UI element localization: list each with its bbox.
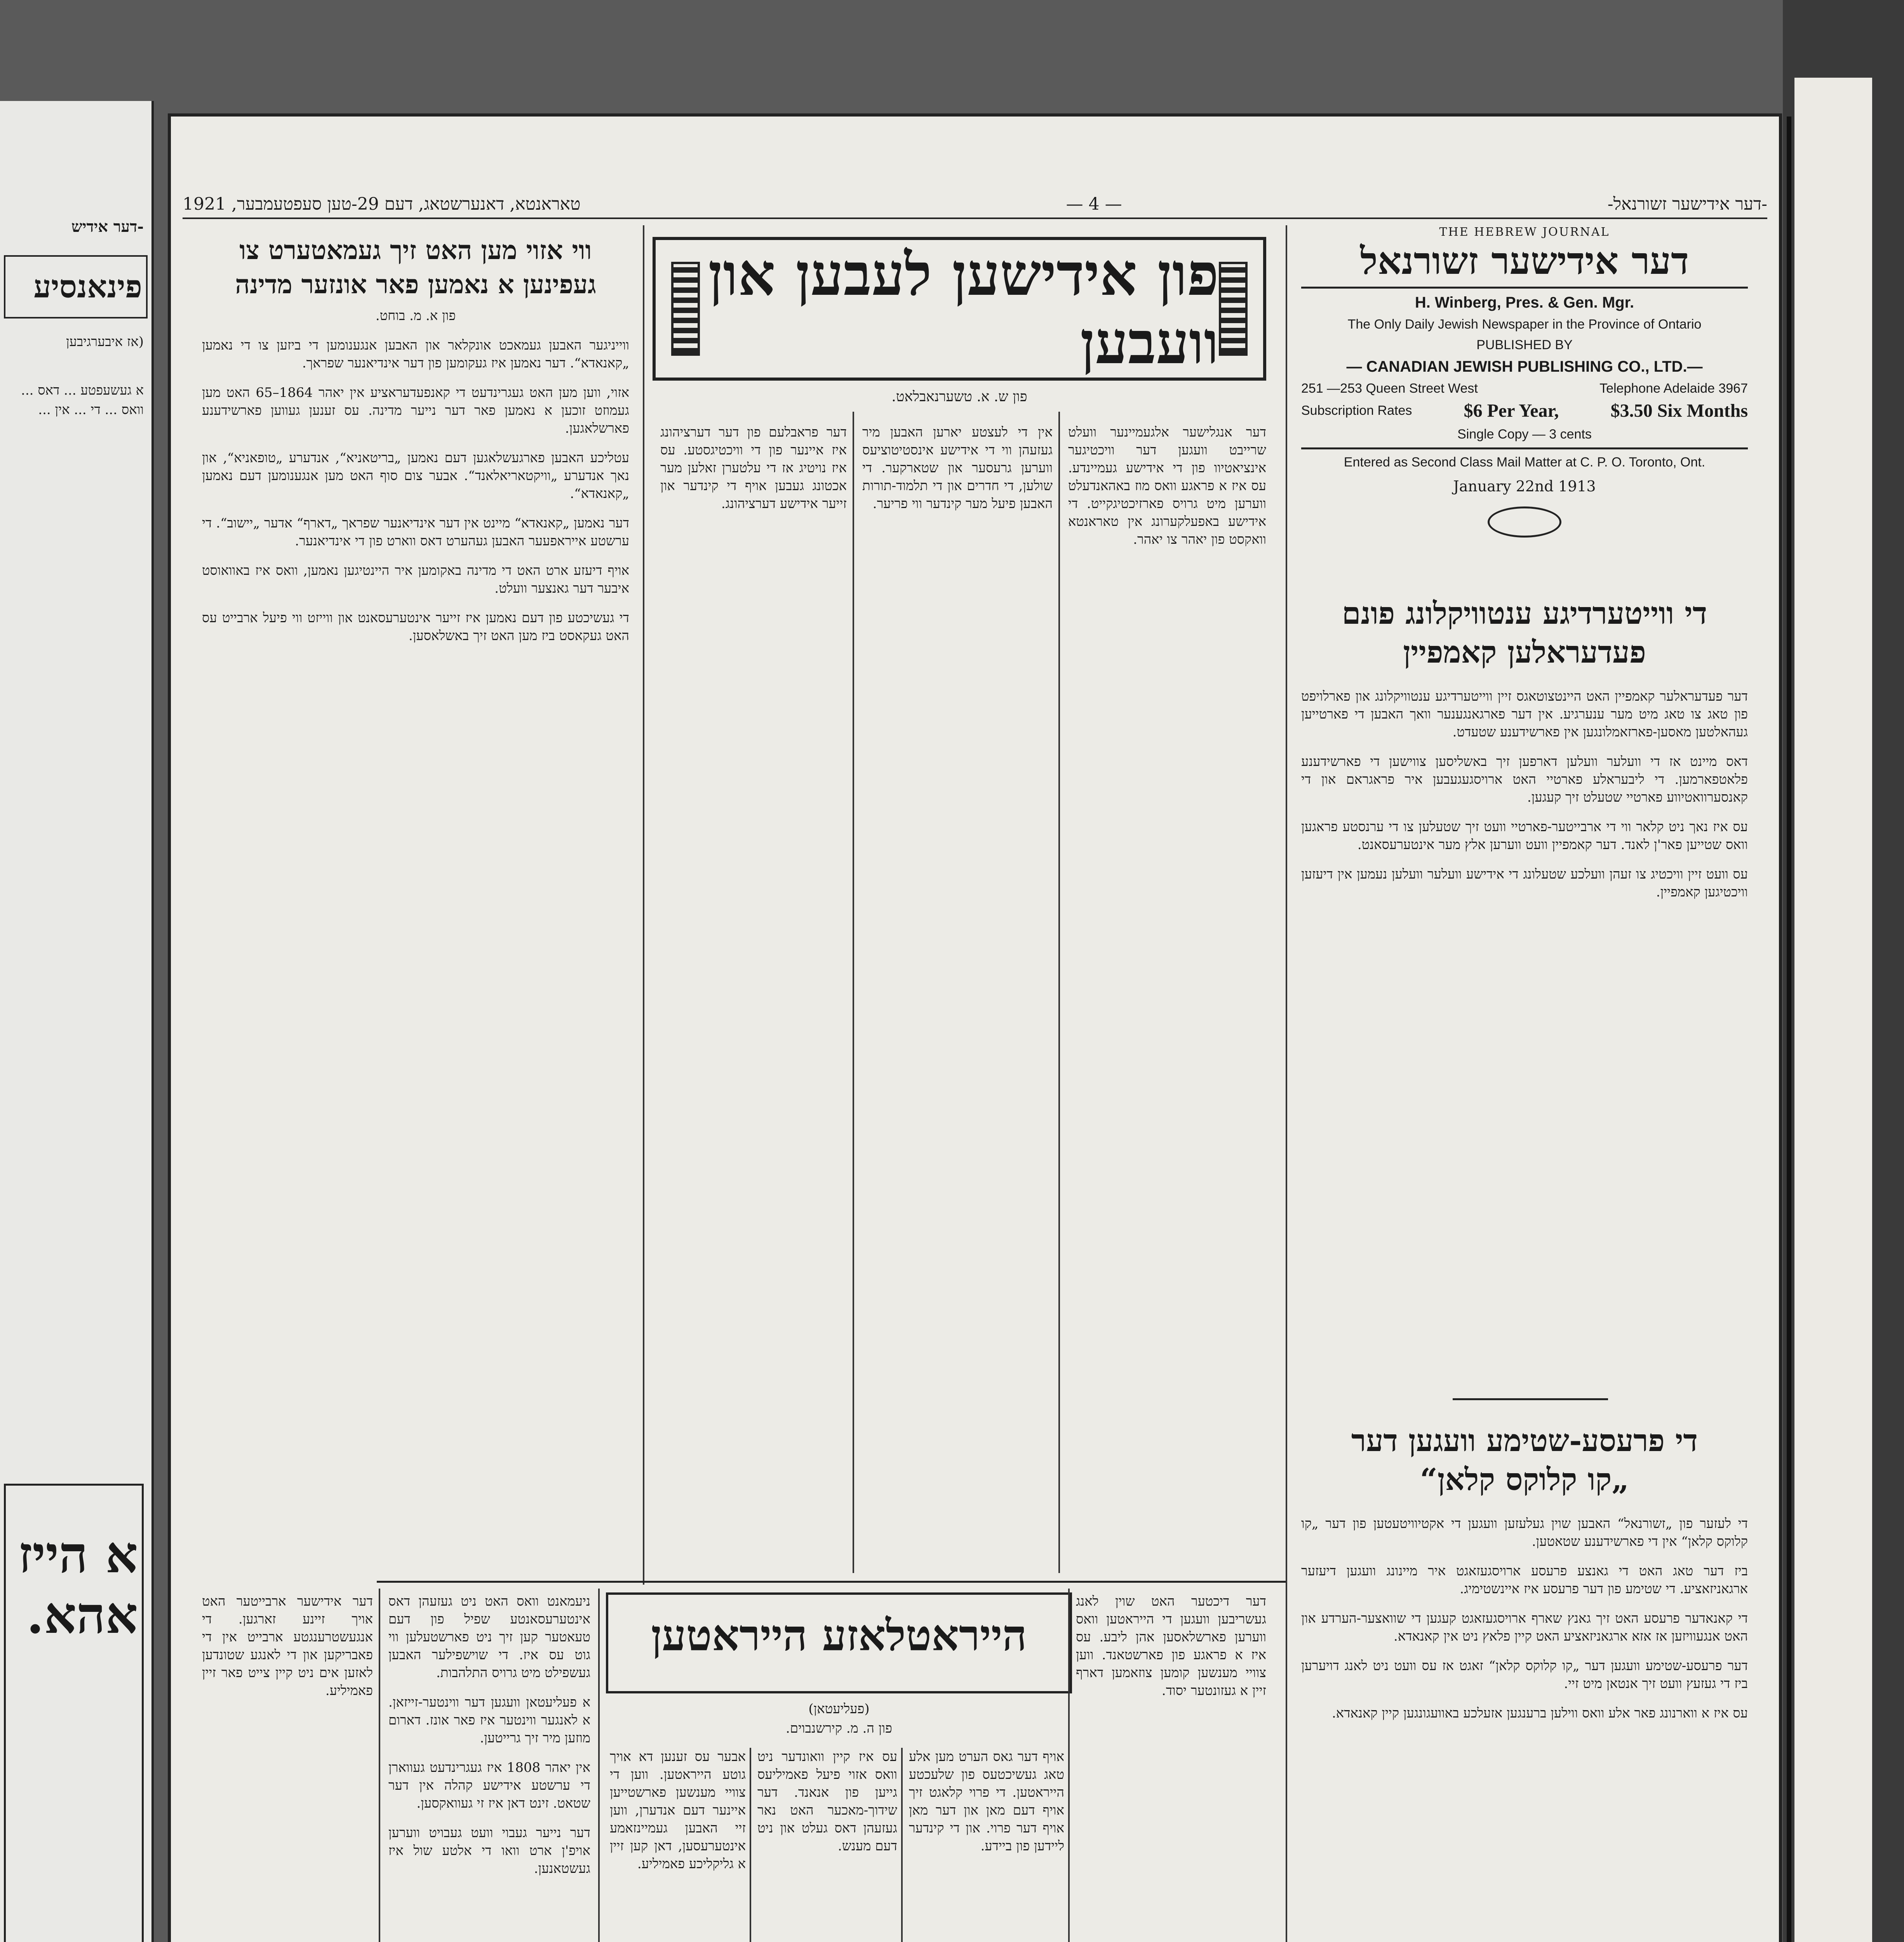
banner-byline: פון ש. א. טשערנאבלאט. xyxy=(891,389,1027,405)
article-federal-campaign xyxy=(1301,594,1748,1379)
union-label-icon xyxy=(1488,506,1561,538)
headline-line: „קו קלוקס קלאן“ xyxy=(1420,1462,1629,1497)
article-paragraph: ניעמאנט וואס האט ניט געזעהן דאס אינטערעסאנטע שפיל פון דעם טעאטער קען זיך ניט פארשטעלען ווי גוט עס איז. די שוישפילער האבען געשפילט מיט גרויס התלהבות. xyxy=(388,1594,590,1681)
masthead-tagline: The Only Daily Jewish Newspaper in the Province of Ontario xyxy=(1347,317,1702,332)
adjacent-page-title: פינאנסיע xyxy=(4,255,148,318)
column-lower-left: דער אידישער ארבייטער האט אויך זיינע זארגען. די אנגעשטרענגטע ארבייט אין די פאבריקען און די לאנגע שטונדען לאזען אים ניט קיין צייט פאר זיין פאמיליע. xyxy=(202,1594,373,1698)
headline-line: געפינען א נאמען פאר אונזער מדינה xyxy=(235,269,596,299)
masthead-yiddish-title: דער אידישער זשורנאל xyxy=(1301,239,1748,289)
running-head-right: -דער אידישער זשורנאל- xyxy=(1607,194,1767,214)
article-paragraph: די קאנאדער פרעסע האט זיך גאנץ שארף ארויסגעזאגט קעגען די שוואצער-הערדע און האט אנגעוויזען אז אזא ארגאניזאציע האט קיין פלאץ ניט אין קאנאדא. xyxy=(1301,1611,1748,1644)
article-paragraph: ביז דער טאג האט די גאנצע פרעסע ארויסגעזאגט איר מיינונג וועגען דיעזער ארגאניזאציע. די שטימע פון דער פרעסע איז איינשטימיג. xyxy=(1301,1563,1748,1597)
headline-line: פעדעראלען קאמפיין xyxy=(1403,635,1646,670)
masthead-price-row xyxy=(1301,400,1748,421)
adjacent-ad-line: אהא. xyxy=(26,1585,138,1645)
article-paragraph: דאס מיינט אז די וועלער וועלען דארפען זיך באשליסען צווישען די פארשידענע פלאטפארמען. די ליבעראלע פארטיי האט ארויסגעגעבען איר פראגראם און די קאנסערוואטיווע פארטיי שטעלט זיך קעגען. xyxy=(1301,754,1748,805)
feuilleton-byline: פון ה. מ. קירשנבוים. xyxy=(786,1721,892,1736)
section-banner xyxy=(653,237,1266,405)
masthead-english-title: THE HEBREW JOURNAL xyxy=(1439,225,1610,239)
banner-title: פון אידישען לעבען און וועבען xyxy=(708,240,1219,377)
article-paragraph: די לעזער פון „זשורנאל“ האבען שוין געלעזען וועגען די אקטיוויטעטען פון דער „קו קלוקס קלאן“ אין די פארשידענע שטאטען. xyxy=(1301,1516,1748,1549)
article-paragraph: דער פרעסע-שטימע וועגען דער „קו קלוקס קלאן“ זאגט אז עס וועט ניט לאנג דויערען ביז די געזעץ וועט זיך אנטאן מיט זיי. xyxy=(1301,1658,1748,1691)
running-head-date: טאראנטא, דאנערשטאג, דעם 29-טען סעפטעמבער, 1921 xyxy=(183,194,581,214)
masthead-telephone: Telephone Adelaide 3967 xyxy=(1599,381,1748,396)
page-number: — 4 — xyxy=(1066,194,1122,214)
masthead-address-row xyxy=(1301,381,1748,396)
article-paragraph: ווייניגער האבען געמאכט אונקלאר און האבען אנגענומען די ביזען צו די נאמען „קאנאדא“. דער נאמען איז געקומען פון דער אינדיאנער שפראך. xyxy=(202,338,629,371)
article-paragraph: עס איז נאך ניט קלאר ווי די ארבייטער-פארטיי וועט זיך שטעלען צו די ערנסטע פראגען וואס שטייען פאר'ן לאנד. דער קאמפיין וועט ווערען אלץ מער אינטערעסאנט. xyxy=(1301,819,1748,853)
masthead-manager: H. Winberg, Pres. & Gen. Mgr. xyxy=(1415,294,1634,311)
article-kkk-press xyxy=(1301,1422,1748,1942)
article-paragraph: דער נייער געבוי וועט געבויט ווערען אויפ'ן ארט וואו די אלטע שול איז געשטאנען. xyxy=(388,1825,590,1876)
column-mid-2: אין די לעצטע יארען האבען מיר געזעהן ווי די אידישע אינסטיטוציעס ווערען גרעסער און שטארקער. די שולען, די חדרים און די תלמוד-תורות האבען פיעל מער קינדער ווי פריער. xyxy=(862,425,1053,512)
adjacent-page-header: -דער אידיש xyxy=(71,218,144,236)
ornament-icon xyxy=(671,262,700,356)
feuilleton-title-box xyxy=(606,1592,1072,1693)
feuilleton-column: אויף דער גאס הערט מען אלע טאג געשיכטעס פון שלעכטע הייראטען. די פרוי קלאגט זיך אויף דעם מאן און דער מאן אויף דער פרוי. און די קינדער ליידען פון ביידע. xyxy=(909,1749,1064,1854)
article-paragraph: עס איז א ווארנונג פאר אלע וואס ווילען ברענגען אזעלכע באוועגונגען קיין קאנאדא. xyxy=(1332,1705,1748,1721)
masthead-single-copy: Single Copy — 3 cents xyxy=(1457,427,1592,442)
headline-line: די ווייטערדיגע ענטוויקלונג פונם xyxy=(1342,596,1707,631)
headline-line: ווי אזוי מען האט זיך געמאטערט צו xyxy=(239,235,592,265)
feuilleton-column: דער דיכטער האט שוין לאנג געשריבען וועגען די הייראטען וואס ווערען פארשלאסען אהן ליבע. עס איז א פראגע פון פארשטאנד. ווען צוויי מענשען קומען צוזאמען דארף זיין א געזונטער יסוד. xyxy=(1076,1594,1266,1698)
article-headline xyxy=(1301,594,1748,672)
article-paragraph: אין יאהר 1808 איז געגרינדעט געווארן די ערשטע אידישע קהלה אין דער שטאט. זינט דאן איז זי געוואקסען. xyxy=(388,1760,590,1811)
masthead-price-year: $6 Per Year, xyxy=(1464,400,1559,421)
article-byline: פון א. מ. בוחט. xyxy=(375,308,456,324)
article-canada-name xyxy=(202,233,629,1577)
column-mid-1: דער אנגלישער אלגעמיינער וועלט שרייבט וועגען דער וויכטיגער אינציאטיוו פון די אידישע געמיינדע. עס איז א פראגע וואס מוז באהאנדעלט ווערען מיט גרויס פארזיכטיגקייט. די אידישע באפעלקערונג אין טאראנטא וואקסט פון יאהר צו יאהר. xyxy=(1068,425,1266,547)
adjacent-page-edge xyxy=(1794,78,1872,1942)
masthead-address: 251 —253 Queen Street West xyxy=(1301,381,1478,396)
article-paragraph: א פעליעטאן וועגען דער ווינטער-זייזאן. א לאנגער ווינטער איז פאר אונז. דארום מוזען מיר זיך גרייטען. xyxy=(388,1695,590,1746)
feuilleton-column: עס איז קיין וואונדער ניט וואס אזוי פיעל פאמיליעס גייען פון אנאנד. דער שידוך-מאכער האט נאר געזעהן דאס געלט און ניט דעם מענש. xyxy=(757,1749,897,1854)
newspaper-page xyxy=(171,117,1779,1942)
article-paragraph: אויף דיעזע ארט האט די מדינה באקומען איר היינטיגען נאמען, וואס איז באוואוסט איבער דער גאנצער וועלט. xyxy=(202,563,629,596)
article-paragraph: די געשיכטע פון דעם נאמען איז זייער אינטערעסאנט און ווייזט ווי פיעל ארבייט עס האט געקאסט ביז מען האט זיך באשלאסען. xyxy=(202,610,629,644)
ornament-icon xyxy=(1219,262,1248,356)
masthead-publisher: — CANADIAN JEWISH PUBLISHING CO., LTD.— xyxy=(1346,358,1703,375)
masthead-entered: Entered as Second Class Mail Matter at C. P. O. Toronto, Ont. xyxy=(1344,455,1706,470)
masthead-price-six: $3.50 Six Months xyxy=(1610,400,1748,421)
masthead-date: January 22nd 1913 xyxy=(1453,478,1596,495)
masthead-published-by: PUBLISHED BY xyxy=(1476,338,1573,352)
feuilleton-subhead: (פעליעטאן) xyxy=(808,1701,870,1717)
article-paragraph: עטליכע האבען פארגעשלאגען דעם נאמען „בריטאניא“, אנדערע „טופאניא“, און נאך אנדערע „וויקטאריאלאנד“. אבער צום סוף האט מען אנגענומען דעם נאמען „קאנאדא“. xyxy=(202,450,629,501)
article-paragraph: עס וועט זיין וויכטיג צו זעהן וועלכע שטעלונג די אידישע וועלער וועלען נעמען אין דיעזען וויכטיגען קאמפיין. xyxy=(1301,867,1748,900)
headline-line: די פרעסע-שטימע וועגען דער xyxy=(1351,1423,1698,1458)
running-head xyxy=(183,190,1767,219)
column-mid-3: דער פראבלעם פון דער דערציהונג איז איינער פון די וויכטיגסטע. עס איז נויטיג אז די עלטערן זאלען מער אכטונג געבען אויף די קינדער און זייער אידישע דערציהונג. xyxy=(660,425,847,512)
article-headline xyxy=(1301,1422,1748,1499)
article-paragraph: דער נאמען „קאנאדא“ מיינט אין דער אינדיאנער שפראך „דארף“ אדער „יישוב“. די ערשטע אייראפעער האבען געהערט דאס ווארט פון די אינדיאנער. xyxy=(202,515,629,549)
article-paragraph: דער פעדעראלער קאמפיין האט היינטצוטאגס זיין ווייטערדיגע ענטוויקלונג און פארלויפט פון טאג צו טאג מיט מער ענערגיע. אין דער פארגאנגענער וואך האבען די פארטייען געהאלטען מאסען-פארזאמלונגען אין פארשידענע שטעדט. xyxy=(1301,689,1748,740)
feuilleton-title: הייראטלאזע הייראטען xyxy=(651,1610,1027,1660)
article-lower-left xyxy=(388,1592,590,1942)
feuilleton-column: אבער עס זענען דא אויך גוטע הייראטען. ווען די צוויי מענשען פארשטייען איינער דעם אנדערן, ווען זיי האבען געמיינזאמע אינטערעסען, דאן קען זיין א גליקליכע פאמיליע. xyxy=(610,1749,746,1872)
adjacent-page-fragment xyxy=(0,101,154,1942)
adjacent-ad-line: א הייז xyxy=(18,1525,138,1584)
masthead xyxy=(1301,225,1748,575)
article-headline xyxy=(202,233,629,301)
adjacent-page-small: (אז איבערגיבען xyxy=(66,334,144,350)
masthead-subscription: Subscription Rates xyxy=(1301,403,1412,418)
article-paragraph: אזוי, ווען מען האט געגרינדעט די קאנפעדעראציע אין יאהר 1864–65 האט מען געמוזט זוכען א נאמען פאר דער נייער מדינה. עס זענען געווען פארשידענע פארשלאגען. xyxy=(202,385,629,436)
page-edge-shadow xyxy=(1787,117,1791,1942)
adjacent-page-ad xyxy=(4,1484,144,1942)
adjacent-page-text: א געשעפטע ... דאס ... וואס ... די ... אין ... xyxy=(21,383,144,418)
